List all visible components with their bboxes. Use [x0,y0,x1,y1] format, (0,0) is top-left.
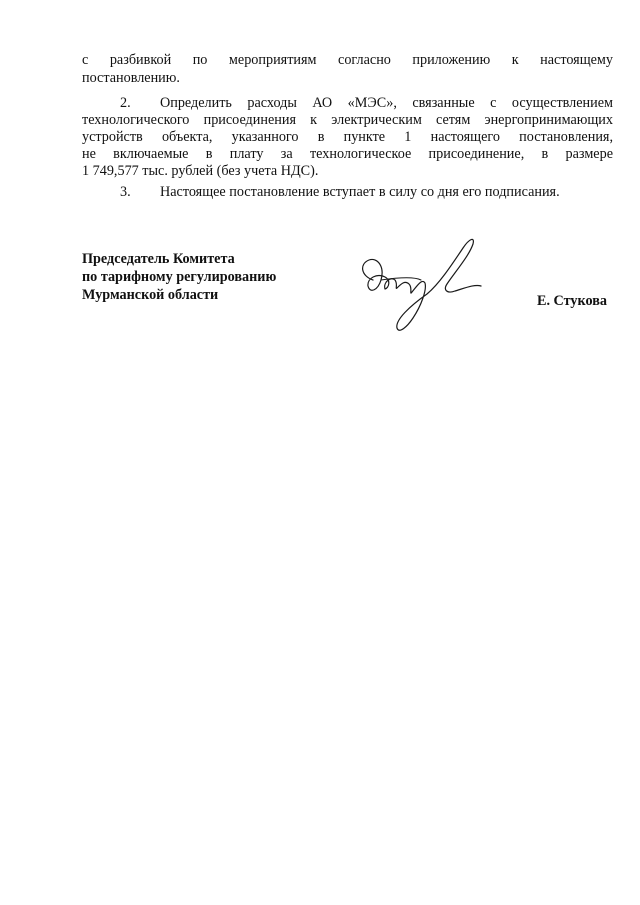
signatory-title [82,250,276,304]
item-3-number: 3. [120,184,131,200]
item-2-line-2: технологического присоединения к электрическим сетям энергопринимающих [82,112,613,128]
item-2-number: 2. [120,95,131,111]
signatory-title-line-1: Председатель Комитета [82,251,235,267]
signatory-title-line-2: по тарифному регулированию [82,269,277,285]
item-2-line-4: не включаемые в плату за технологическое присоединение, в размере [82,146,613,162]
item-3-text: Настоящее постановление вступает в силу со дня его подписания. [160,184,560,200]
paragraph-1-line-1: с разбивкой по мероприятиям согласно приложению к настоящему [82,52,613,68]
item-2-line-1: Определить расходы АО «МЭС», связанные с осуществлением [160,95,613,111]
paragraph-1-line-2: постановлению. [82,70,180,86]
signer-name: Е. Стукова [537,293,607,309]
item-2-line-5: 1 749,577 тыс. рублей (без учета НДС). [82,163,319,179]
handwritten-signature [355,228,485,340]
signatory-title-line-3: Мурманской области [82,287,219,303]
item-2-line-3: устройств объекта, указанного в пункте 1 настоящего постановления, [82,129,613,145]
